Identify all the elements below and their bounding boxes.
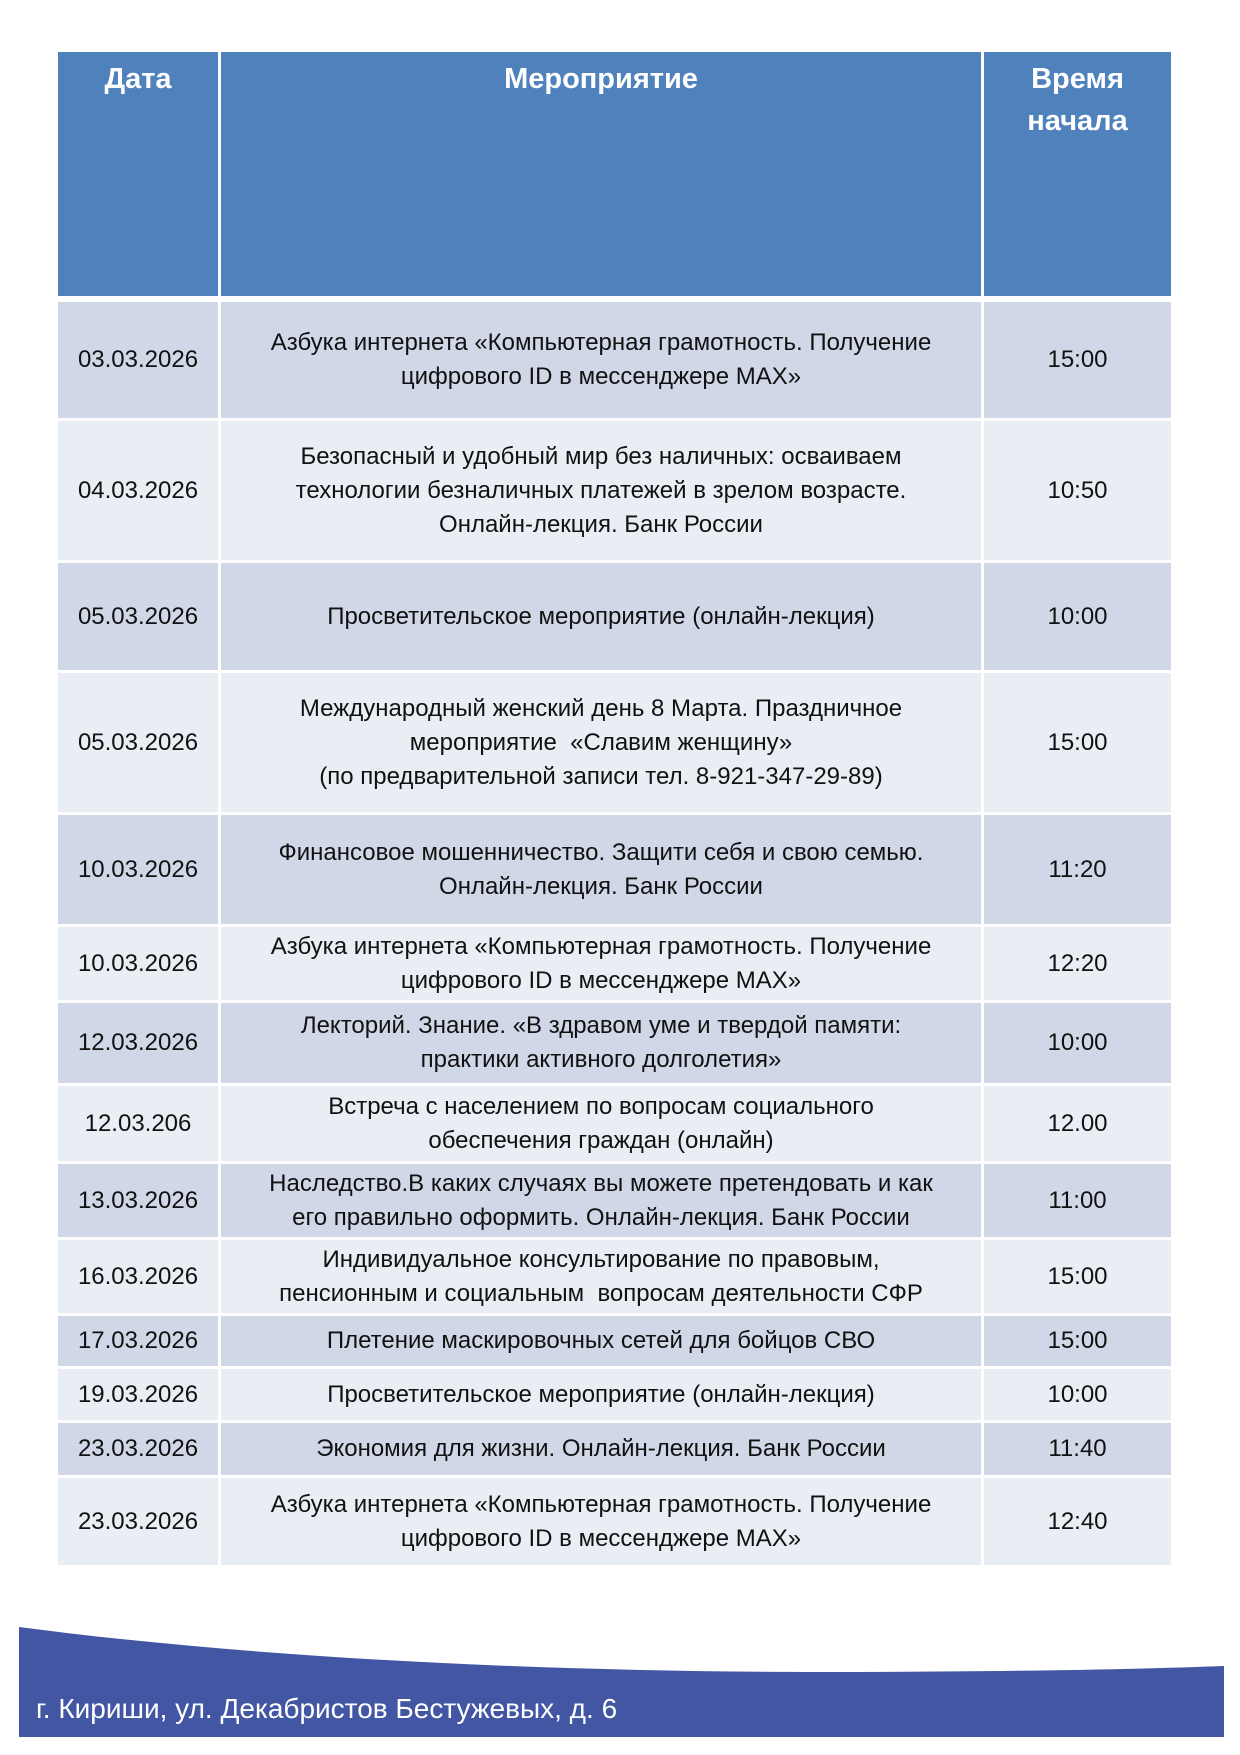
row-event-text: [271, 930, 932, 998]
row-event-line: Азбука интернета «Компьютерная грамотность. Получение: [270, 932, 932, 960]
footer-address: г. Кириши, ул. Декабристов Бестужевых, д. 6: [36, 1693, 618, 1724]
row-date: 12.03.2026: [58, 1003, 221, 1083]
row-date: 12.03.206: [58, 1086, 221, 1161]
footer-band: [19, 1620, 1224, 1737]
row-date: 17.03.2026: [58, 1316, 221, 1366]
row-date: 04.03.2026: [58, 421, 221, 560]
row-event: [221, 673, 984, 812]
row-event: [221, 927, 984, 1000]
row-event: [221, 1316, 984, 1366]
row-event-text: [328, 1090, 874, 1158]
row-event-line: цифрового ID в мессенджере MAX»: [400, 1524, 802, 1552]
row-event-line: пенсионным и социальным вопросам деятельности СФР: [279, 1279, 923, 1307]
row-date: 03.03.2026: [58, 302, 221, 418]
row-event-line: Индивидуальное консультирование по правовым,: [322, 1245, 880, 1273]
table-row: [58, 1003, 1171, 1086]
table-row: [58, 1164, 1171, 1240]
row-event-line: технологии безналичных платежей в зрелом возрасте.: [295, 476, 907, 504]
row-time: 12.00: [984, 1086, 1171, 1161]
row-date: 23.03.2026: [58, 1478, 221, 1565]
row-event-line: мероприятие «Славим женщину»: [409, 728, 793, 756]
row-event: [221, 421, 984, 560]
row-event: [221, 1423, 984, 1475]
row-event-line: Плетение маскировочных сетей для бойцов СВО: [326, 1327, 876, 1354]
row-event-line: Встреча с населением по вопросам социального: [328, 1092, 874, 1120]
row-event-line: его правильно оформить. Онлайн-лекция. Банк России: [292, 1203, 910, 1231]
row-time: 10:00: [984, 563, 1171, 670]
row-event-text: [279, 836, 924, 904]
row-event-line: Онлайн-лекция. Банк России: [439, 872, 763, 900]
table-row: [58, 1086, 1171, 1164]
header-date: [58, 52, 221, 296]
row-time: 15:00: [984, 302, 1171, 418]
row-time: 11:00: [984, 1164, 1171, 1237]
row-event-line: цифрового ID в мессенджере MAX»: [400, 966, 802, 994]
row-event-line: Азбука интернета «Компьютерная грамотность. Получение: [270, 329, 932, 356]
row-event-line: Лекторий. Знание. «В здравом уме и твердой памяти:: [300, 1012, 902, 1039]
table-row: [58, 421, 1171, 563]
row-date: 19.03.2026: [58, 1369, 221, 1420]
row-event-line: Просветительское мероприятие (онлайн-лекция): [327, 1380, 875, 1408]
table-row: [58, 563, 1171, 673]
row-event: [221, 1164, 984, 1237]
row-event-line: Международный женский день 8 Марта. Праздничное: [299, 694, 903, 722]
table-row: [58, 1423, 1171, 1478]
row-event-line: Финансовое мошенничество. Защити себя и свою семью.: [278, 838, 924, 866]
schedule-table: [58, 52, 1171, 1568]
table-header-row: [58, 52, 1171, 302]
table-row: [58, 927, 1171, 1003]
row-date: 05.03.2026: [58, 673, 221, 812]
row-time: 11:40: [984, 1423, 1171, 1475]
header-date-label: Дата: [104, 63, 172, 95]
row-time: 10:00: [984, 1369, 1171, 1420]
row-time: 10:50: [984, 421, 1171, 560]
table-body: [58, 302, 1171, 1568]
row-time: 15:00: [984, 1316, 1171, 1366]
row-event-line: цифрового ID в мессенджере MAX»: [400, 363, 802, 390]
row-event-line: Экономия для жизни. Онлайн-лекция. Банк России: [316, 1435, 886, 1462]
row-time: 12:40: [984, 1478, 1171, 1565]
row-time: 10:00: [984, 1003, 1171, 1083]
row-event: [221, 1478, 984, 1565]
row-date: 10.03.2026: [58, 815, 221, 924]
row-event-line: Просветительское мероприятие (онлайн-лекция): [327, 602, 875, 630]
row-event: [221, 1369, 984, 1420]
table-row: [58, 1369, 1171, 1423]
row-date: 23.03.2026: [58, 1423, 221, 1475]
row-time: 12:20: [984, 927, 1171, 1000]
row-event: [221, 815, 984, 924]
row-date: 16.03.2026: [58, 1240, 221, 1313]
row-event-text: [279, 1243, 923, 1311]
row-date: 05.03.2026: [58, 563, 221, 670]
row-event: [221, 1003, 984, 1083]
row-event: [221, 1086, 984, 1161]
table-row: [58, 302, 1171, 421]
row-event-text: [301, 1009, 901, 1077]
row-time: 11:20: [984, 815, 1171, 924]
row-event-line: Азбука интернета «Компьютерная грамотность. Получение: [270, 1490, 932, 1518]
row-event-text: [271, 326, 932, 394]
header-time-label: [1027, 58, 1127, 142]
row-event-text: [327, 600, 875, 634]
header-event: [221, 52, 984, 296]
table-row: [58, 673, 1171, 815]
row-time: 15:00: [984, 673, 1171, 812]
row-date: 13.03.2026: [58, 1164, 221, 1237]
row-event-text: [327, 1324, 875, 1358]
header-time-line1: Время: [1031, 63, 1124, 95]
row-event: [221, 302, 984, 418]
table-row: [58, 1316, 1171, 1369]
row-event: [221, 563, 984, 670]
header-event-label: Мероприятие: [504, 63, 698, 95]
row-event-text: [300, 692, 902, 794]
table-row: [58, 1240, 1171, 1316]
row-date: 10.03.2026: [58, 927, 221, 1000]
row-event-text: [269, 1167, 933, 1235]
row-event-text: [327, 1378, 875, 1412]
row-event-text: [296, 440, 907, 542]
header-time-line2: начала: [1027, 105, 1128, 137]
table-row: [58, 1478, 1171, 1568]
row-time: 15:00: [984, 1240, 1171, 1313]
row-event-text: [316, 1432, 886, 1466]
row-event-line: обеспечения граждан (онлайн): [428, 1126, 774, 1154]
table-row: [58, 815, 1171, 927]
row-event-line: (по предварительной записи тел. 8-921-347-29-89): [319, 762, 883, 790]
row-event-line: Онлайн-лекция. Банк России: [439, 510, 763, 538]
row-event-line: Безопасный и удобный мир без наличных: осваиваем: [300, 442, 902, 470]
row-event: [221, 1240, 984, 1313]
header-time: [984, 52, 1171, 296]
row-event-text: [271, 1488, 932, 1556]
row-event-line: практики активного долголетия»: [420, 1046, 782, 1073]
row-event-line: Наследство.В каких случаях вы можете претендовать и как: [269, 1169, 933, 1197]
